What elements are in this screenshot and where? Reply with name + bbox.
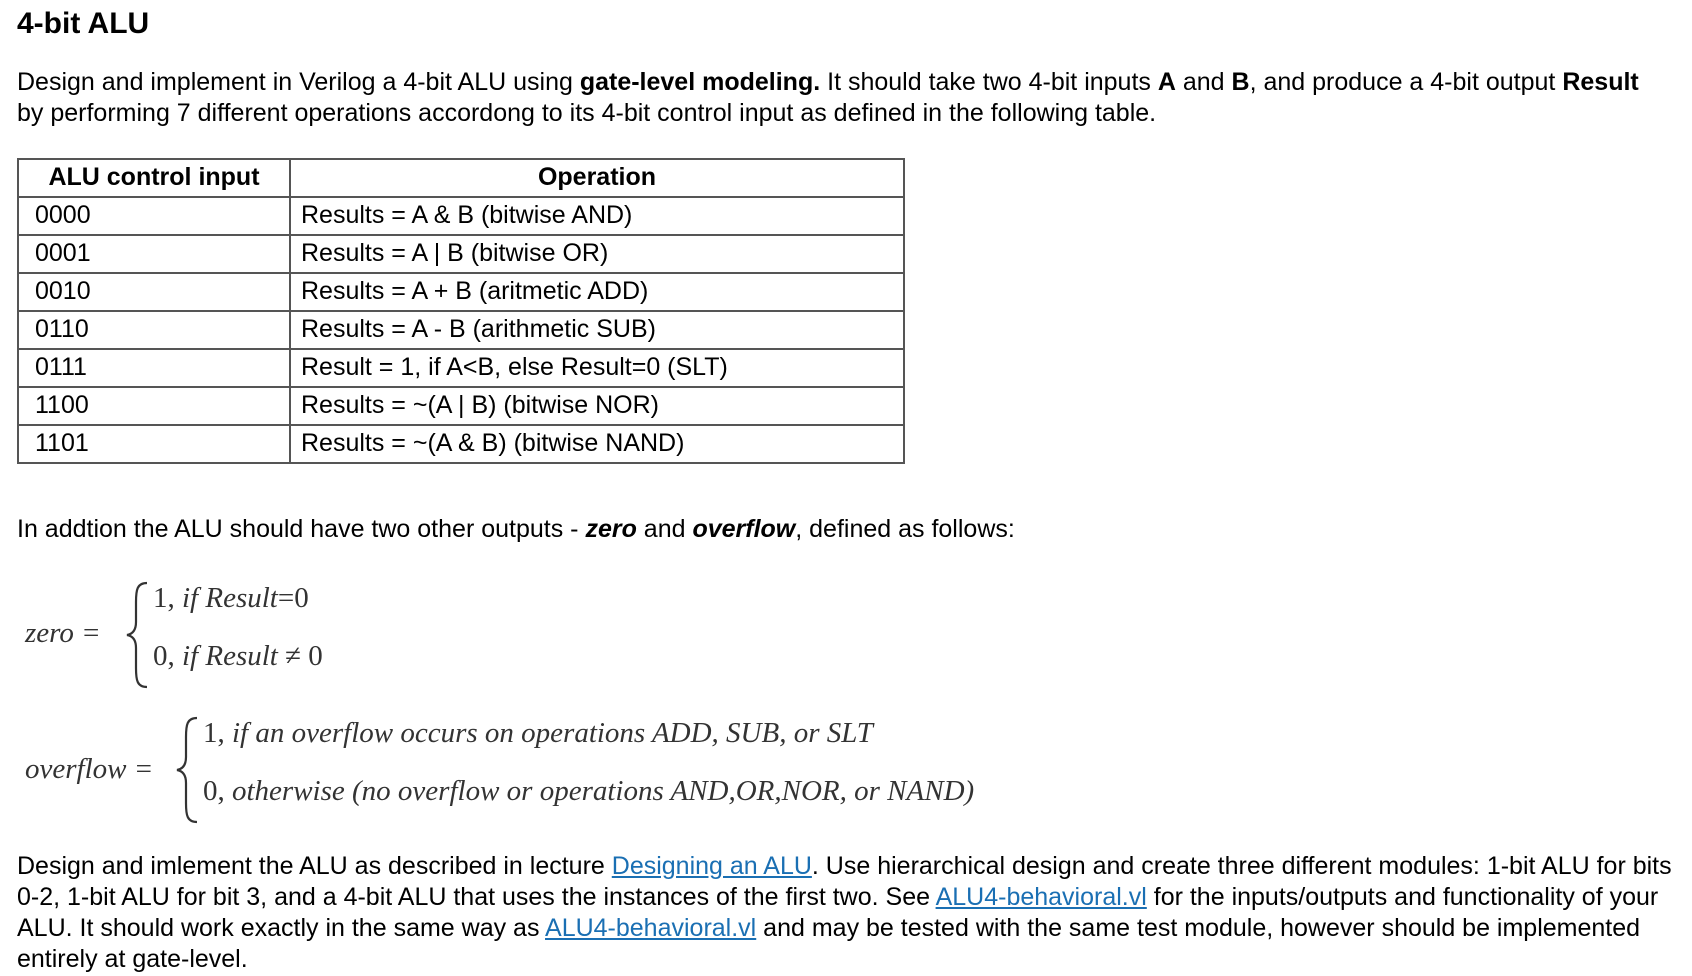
table-row [18, 387, 904, 425]
zero-case-2-operator: ≠ 0 [285, 640, 323, 672]
intro-bold-gate-level: gate-level modeling. [579, 68, 821, 96]
control-input-cell: 1100 [18, 387, 290, 425]
addition-bold-zero: zero [585, 515, 637, 543]
closing-text-1: Design and imlement the ALU as described in lecture [17, 852, 612, 880]
designing-an-alu-link[interactable]: Designing an ALU [611, 852, 812, 880]
closing-paragraph [17, 851, 1677, 975]
overflow-case-1-value: 1, [203, 717, 225, 749]
zero-case-2-condition: if Result [182, 640, 278, 672]
zero-case-2 [153, 640, 323, 673]
operation-cell: Result = 1, if A<B, else Result=0 (SLT) [290, 349, 904, 387]
intro-bold-b: B [1231, 68, 1250, 96]
control-input-cell: 0111 [18, 349, 290, 387]
intro-bold-a: A [1157, 68, 1176, 96]
overflow-case-1 [203, 717, 873, 750]
overflow-equation-lhs: overflow = [25, 753, 154, 785]
operation-cell: Results = ~(A & B) (bitwise NAND) [290, 425, 904, 463]
closing-text-2: . Use hierarchical design and create three different modules: 1-bit ALU for bits 0-2, 1-bit ALU for bit 3, and a 4-bit ALU that uses the instances of the first two. See [17, 852, 1672, 911]
table-row [18, 197, 904, 235]
intro-text-1: Design and implement in Verilog a 4-bit ALU using [17, 68, 580, 96]
zero-equation [17, 580, 417, 690]
table-row [18, 235, 904, 273]
header-operation: Operation [290, 159, 904, 197]
overflow-case-2 [203, 775, 974, 808]
operation-cell: Results = A - B (arithmetic SUB) [290, 311, 904, 349]
overflow-case-2-value: 0, [203, 775, 225, 807]
zero-case-1-value: 1, [153, 582, 175, 614]
zero-case-1-operator: =0 [277, 582, 309, 614]
operation-cell: Results = A & B (bitwise AND) [290, 197, 904, 235]
intro-text-2: It should take two 4-bit inputs [820, 68, 1158, 96]
control-input-cell: 1101 [18, 425, 290, 463]
overflow-equation [17, 715, 1217, 825]
left-brace-icon [175, 715, 205, 825]
intro-text-3: and [1175, 68, 1232, 96]
closing-text-4: and may be tested with the same test module, however should be implemented entirely at gate-level. [17, 914, 1641, 973]
control-input-cell: 0110 [18, 311, 290, 349]
table-row [18, 349, 904, 387]
operation-cell: Results = ~(A | B) (bitwise NOR) [290, 387, 904, 425]
alu4-behavioral-link-2[interactable]: ALU4-behavioral.vl [545, 914, 757, 942]
header-alu-control-input: ALU control input [18, 159, 290, 197]
zero-case-2-value: 0, [153, 640, 175, 672]
table-header-row [18, 159, 904, 197]
addition-text-3: , defined as follows: [795, 515, 1015, 543]
alu4-behavioral-link[interactable]: ALU4-behavioral.vl [935, 883, 1147, 911]
intro-text-4: , and produce a 4-bit output [1249, 68, 1563, 96]
left-brace-icon [125, 580, 155, 690]
operation-cell: Results = A | B (bitwise OR) [290, 235, 904, 273]
control-input-cell: 0000 [18, 197, 290, 235]
intro-paragraph [17, 67, 1667, 129]
intro-text-5: by performing 7 different operations accordong to its 4-bit control input as defined in the following table. [17, 99, 1157, 127]
table-row [18, 425, 904, 463]
outputs-paragraph [17, 514, 1667, 545]
operation-cell: Results = A + B (aritmetic ADD) [290, 273, 904, 311]
addition-text-1: In addtion the ALU should have two other outputs - [17, 515, 586, 543]
addition-text-2: and [636, 515, 693, 543]
table-row [18, 311, 904, 349]
alu-operations-table [17, 158, 905, 464]
closing-text-3: for the inputs/outputs and functionality of your ALU. It should work exactly in the same way as [17, 883, 1659, 942]
overflow-case-2-condition: otherwise (no overflow or operations AND,OR,NOR, or NAND) [232, 775, 975, 807]
page-title: 4-bit ALU [17, 7, 150, 40]
addition-bold-overflow: overflow [692, 515, 796, 543]
control-input-cell: 0001 [18, 235, 290, 273]
table-row [18, 273, 904, 311]
zero-case-1-condition: if Result [182, 582, 278, 614]
overflow-case-1-condition: if an overflow occurs on operations ADD, SUB, or SLT [232, 717, 873, 749]
zero-case-1 [153, 582, 309, 615]
control-input-cell: 0010 [18, 273, 290, 311]
zero-equation-lhs: zero = [25, 617, 101, 649]
intro-bold-result: Result [1562, 68, 1639, 96]
